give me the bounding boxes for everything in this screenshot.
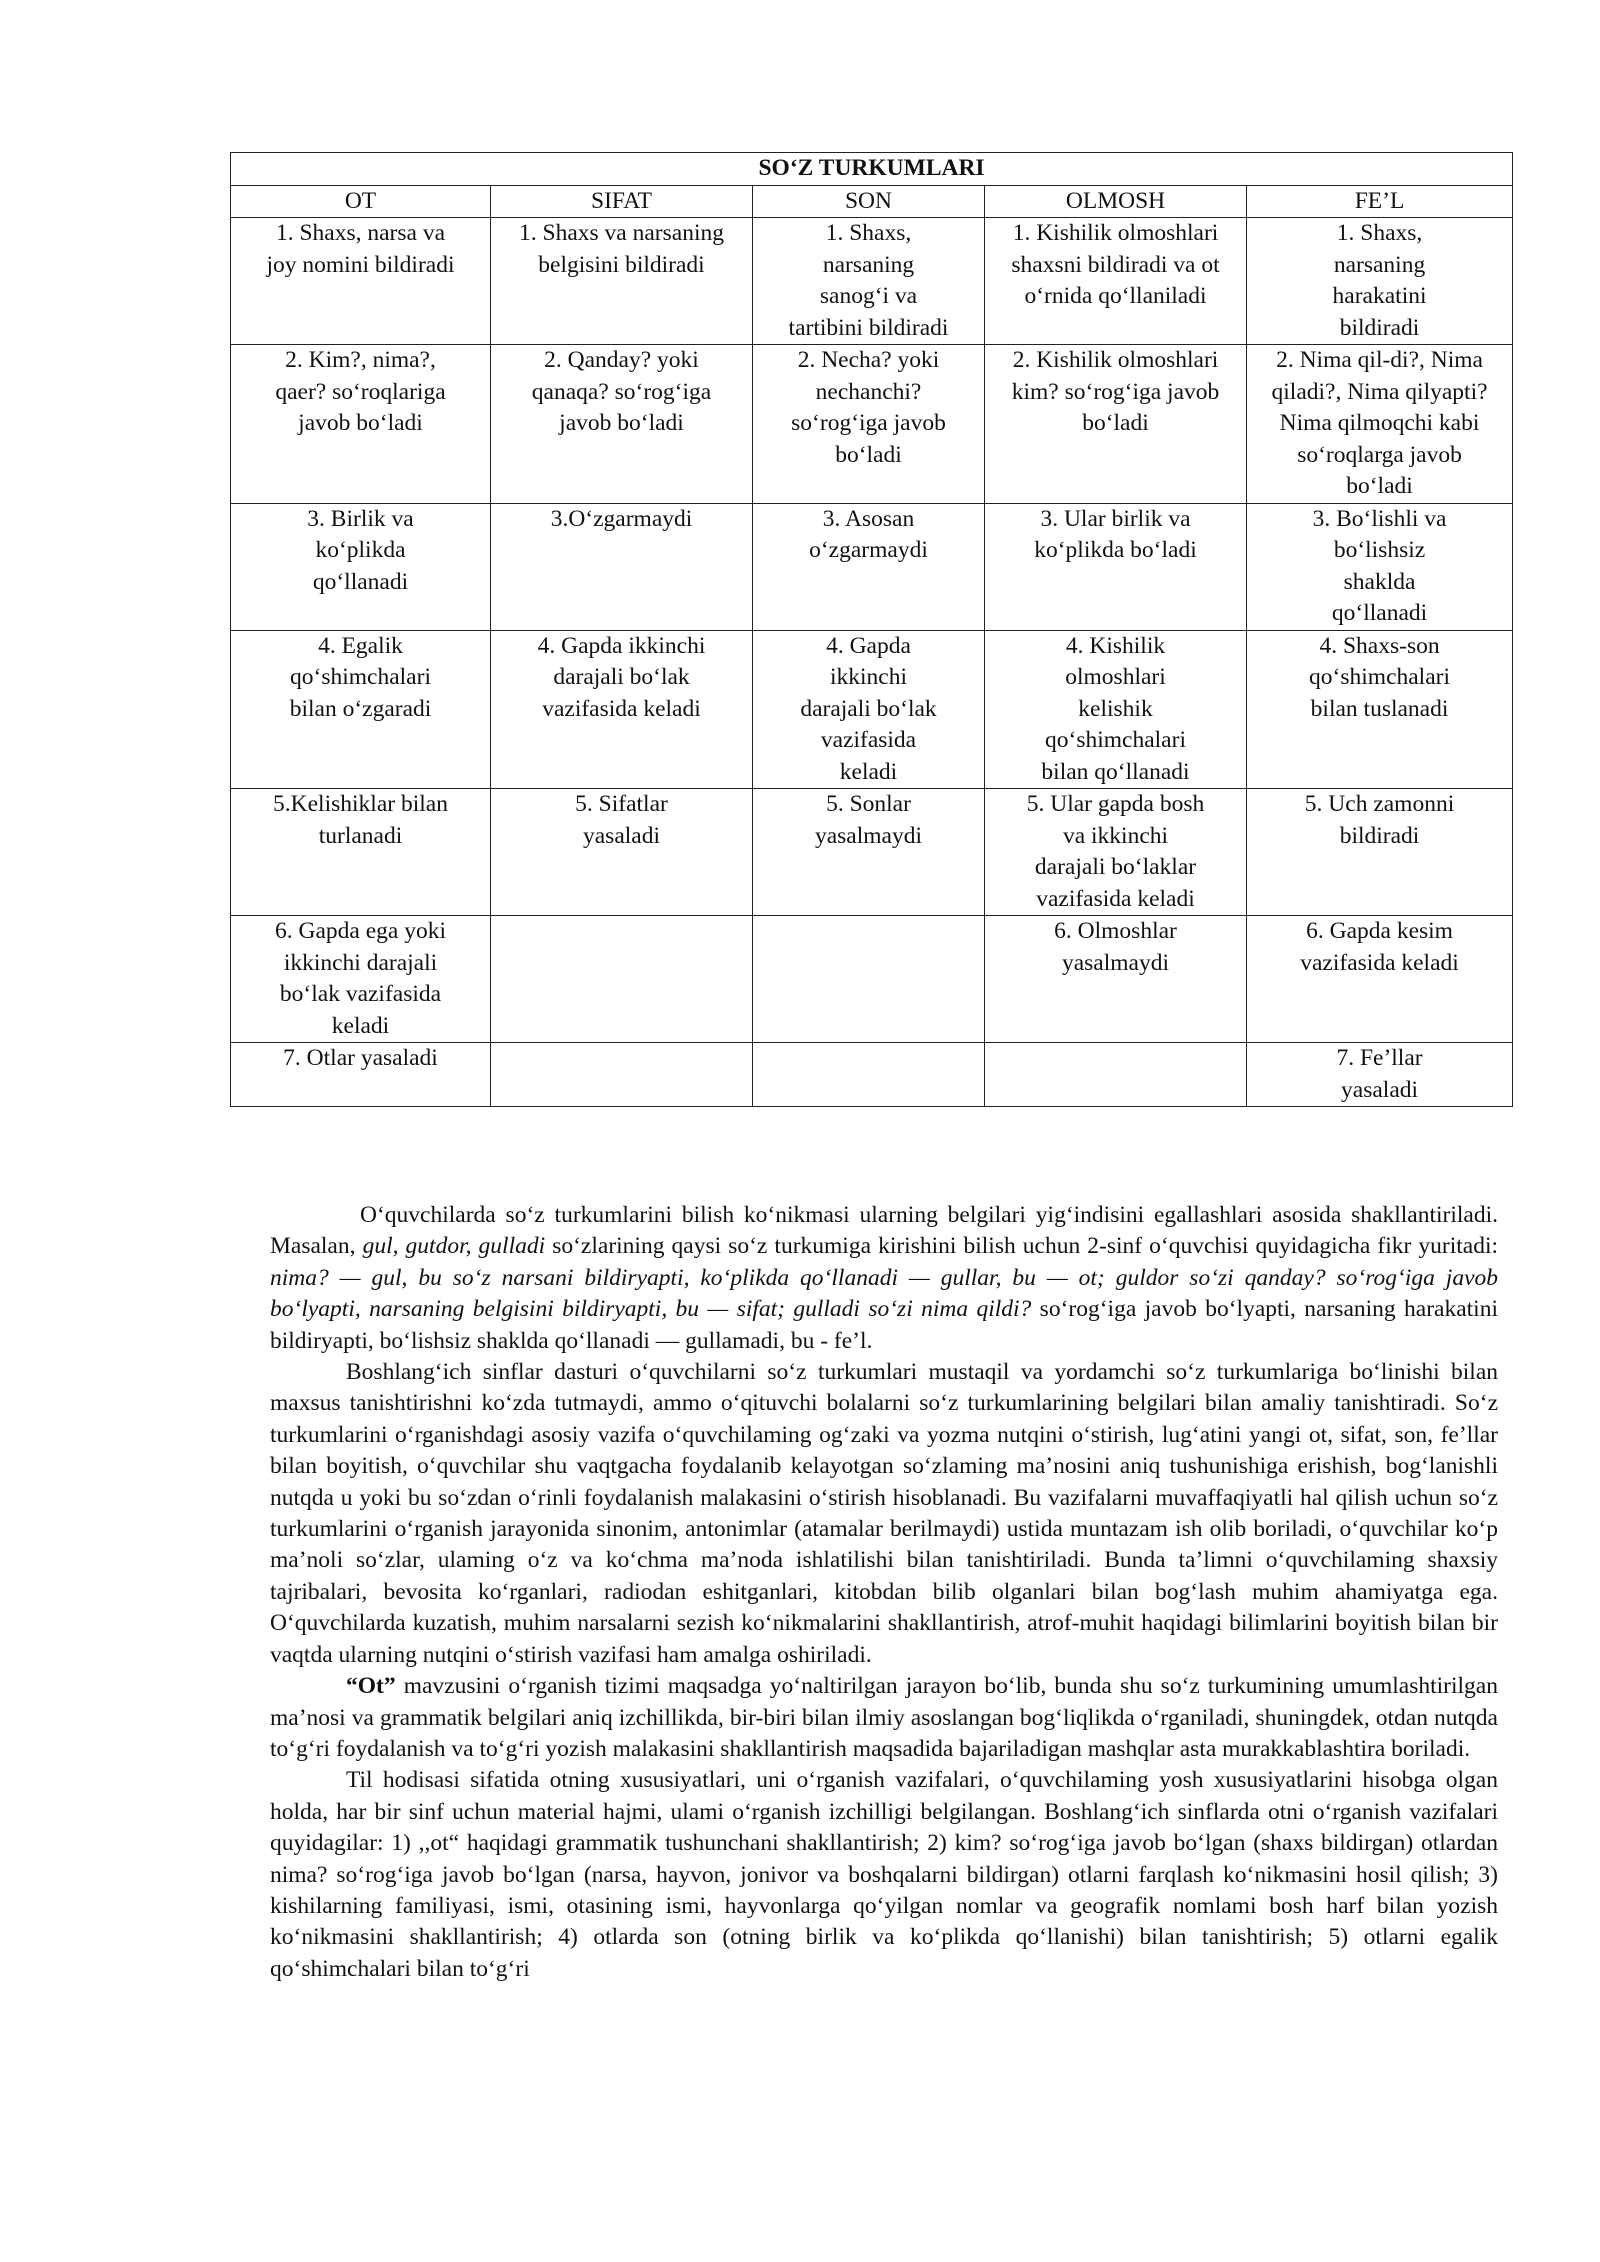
table-row xyxy=(231,916,1513,1043)
paragraph: Boshlang‘ich sinflar dasturi o‘quvchilarni so‘z turkumlari mustaqil va yordamchi so‘z turkumlariga bo‘linishi bilan maxsus tanishtirishni ko‘zda tutmaydi, ammo o‘qituvchi bolalarni so‘z turkumlarining belgilari bilan amaliy tanishtiradi. So‘z turkumlarini o‘rganishdagi asosiy vazifa o‘quvchilaming og‘zaki va yozma nutqini o‘stirish, lug‘atini yangi ot, sifat, son, fe’llar bilan boyitish, o‘quvchilar shu vaqtgacha foydalanib kelayotgan so‘zlaming ma’nosini aniq tushunishiga erishish, bog‘lanishli nutqda u yoki bu so‘zdan o‘rinli foydalanish malakasini o‘stirish hisoblanadi. Bu vazifalarni muvaffaqiyatli hal qilish uchun so‘z turkumlarini o‘rganish jarayonida sinonim, antonimlar (atamalar berilmaydi) ustida muntazam ish olib boriladi, o‘quvchilar ko‘p ma’noli so‘zlar, ulaming o‘z va ko‘chma ma’noda ishlatilishi bilan tanishtiriladi. Bunda ta’limni o‘quvchilaming shaxsiy tajribalari, bevosita ko‘rganlari, radiodan eshitganlari, kitobdan bilib olganlari bilan bog‘lash muhim ahamiyatga ega. O‘quvchilarda kuzatish, muhim narsalarni sezish ko‘nikmalarini shakllantirish, atrof-muhit haqidagi bilimlarini boyitish bilan bir vaqtda ularning nutqini o‘stirish vazifasi ham amalga oshiriladi. xyxy=(270,1359,1498,1668)
table-header-row xyxy=(231,185,1513,218)
table-cell-empty xyxy=(753,1043,985,1107)
table-cell-empty xyxy=(491,916,753,1043)
table-cell: 6. Gapda ega yoki ikkinchi darajali bo‘lak vazifasida keladi xyxy=(231,916,491,1043)
table-cell: 5.Kelishiklar bilan turlanadi xyxy=(231,789,491,916)
table-row xyxy=(231,345,1513,504)
table-row xyxy=(231,789,1513,916)
paragraph-text: so‘rog‘iga javob bo‘lyapti, narsaning harakatini bildiryapti, bo‘lishsiz shaklda qo‘llanadi — gullamadi, bu - fe’l. xyxy=(270,1296,1498,1354)
paragraph xyxy=(270,1671,1498,1765)
table-cell: 6. Olmoshlar yasalmaydi xyxy=(985,916,1247,1043)
table-cell: 6. Gapda kesim vazifasida keladi xyxy=(1247,916,1513,1043)
table-cell: 2. Qanday? yoki qanaqa? so‘rog‘iga javob bo‘ladi xyxy=(491,345,753,504)
paragraph-text: mavzusini o‘rganish tizimi maqsadga yo‘naltirilgan jarayon bo‘lib, bunda shu so‘z turkumining umumlashtirilgan ma’nosi va grammatik belgilari aniq izchillikda, bir-biri bilan ilmiy asoslangan bog‘liqlikda o‘rganiladi, shuningdek, otdan nutqda to‘g‘ri foydalanish va to‘g‘ri yozish malakasini shakllantirish maqsadida bajariladigan mashqlar asta murakkablashtira boriladi. xyxy=(270,1673,1498,1762)
body-text xyxy=(270,1200,1498,1985)
table-row xyxy=(231,218,1513,345)
table-cell: 3. Birlik va ko‘plikda qo‘llanadi xyxy=(231,503,491,630)
header-son: SON xyxy=(753,185,985,218)
paragraph: Til hodisasi sifatida otning xususiyatlari, uni o‘rganish vazifalari, o‘quvchilaming yosh xususiyatlarini hisobga olgan holda, har bir sinf uchun material hajmi, ulami o‘rganish izchilligi belgilangan. Boshlang‘ich sinflarda otni o‘rganish vazifalari quyidagilar: 1) ,,ot“ haqidagi grammatik tushunchani shakllantirish; 2) kim? so‘rog‘iga javob bo‘lgan (shaxs bildirgan) otlardan nima? so‘rog‘iga javob bo‘lgan (narsa, hayvon, jonivor va boshqalarni bildirgan) otlarni farqlash ko‘nikmasini hosil qilish; 3) kishilarning familiyasi, ismi, otasining ismi, hayvonlarga qo‘yilgan nomlar va geografik nomlami bosh harf bilan yozish ko‘nikmasini shakllantirish; 4) otlarda son (otning birlik va ko‘plikda qo‘llanishi) bilan tanishtirish; 5) otlarni egalik qo‘shimchalari bilan to‘g‘ri xyxy=(270,1767,1498,1982)
header-ot: OT xyxy=(231,185,491,218)
table-cell: 1. Shaxs, narsaning sanog‘i va tartibini bildiradi xyxy=(753,218,985,345)
table-cell: 2. Necha? yoki nechanchi? so‘rog‘iga javob bo‘ladi xyxy=(753,345,985,504)
header-sifat: SIFAT xyxy=(491,185,753,218)
table-cell: 2. Kim?, nima?, qaer? so‘roqlariga javob bo‘ladi xyxy=(231,345,491,504)
table-row xyxy=(231,503,1513,630)
table-cell: 7. Otlar yasaladi xyxy=(231,1043,491,1107)
table-cell: 2. Nima qil-di?, Nima qiladi?, Nima qilyapti? Nima qilmoqchi kabi so‘roqlarga javob bo‘ladi xyxy=(1247,345,1513,504)
table-cell: 3. Ular birlik va ko‘plikda bo‘ladi xyxy=(985,503,1247,630)
table-cell: 3.O‘zgarmaydi xyxy=(491,503,753,630)
table-cell: 3. Asosan o‘zgarmaydi xyxy=(753,503,985,630)
table-cell: 5. Sifatlar yasaladi xyxy=(491,789,753,916)
table-cell: 4. Shaxs-son qo‘shimchalari bilan tuslanadi xyxy=(1247,630,1513,789)
table-cell: 4. Gapda ikkinchi darajali bo‘lak vazifasida keladi xyxy=(491,630,753,789)
topic-term: “Ot” xyxy=(346,1673,396,1700)
example-words: gul, gutdor, gulladi xyxy=(362,1233,546,1260)
paragraph-text: so‘zlarining qaysi so‘z turkumiga kirishini bilish uchun 2-sinf o‘quvchisi quyidagicha fikr yuritadi: xyxy=(545,1233,1498,1260)
table-cell: 4. Gapda ikkinchi darajali bo‘lak vazifasida keladi xyxy=(753,630,985,789)
table-cell-empty xyxy=(753,916,985,1043)
table-title: SO‘Z TURKUMLARI xyxy=(231,153,1513,186)
table-cell: 2. Kishilik olmoshlari kim? so‘rog‘iga javob bo‘ladi xyxy=(985,345,1247,504)
table-cell: 1. Shaxs, narsaning harakatini bildiradi xyxy=(1247,218,1513,345)
parts-of-speech-table xyxy=(230,152,1513,1107)
paragraph-text: O‘quvchilarda so‘z turkumlarini bilish ko‘nikmasi ularning belgilari yig‘indisini egallashlari asosida shakllantiriladi. Masalan, xyxy=(270,1202,1498,1260)
header-olmosh: OLMOSH xyxy=(985,185,1247,218)
table-cell: 4. Kishilik olmoshlari kelishik qo‘shimchalari bilan qo‘llanadi xyxy=(985,630,1247,789)
header-fel: FE’L xyxy=(1247,185,1513,218)
table-row xyxy=(231,630,1513,789)
table-cell-empty xyxy=(985,1043,1247,1107)
table-cell: 7. Fe’llar yasaladi xyxy=(1247,1043,1513,1107)
table-cell-empty xyxy=(491,1043,753,1107)
table-cell: 3. Bo‘lishli va bo‘lishsiz shaklda qo‘llanadi xyxy=(1247,503,1513,630)
table-row xyxy=(231,1043,1513,1107)
table-cell: 1. Shaxs va narsaning belgisini bildiradi xyxy=(491,218,753,345)
table-cell: 5. Ular gapda bosh va ikkinchi darajali bo‘laklar vazifasida keladi xyxy=(985,789,1247,916)
paragraph xyxy=(270,1200,1498,1357)
table-cell: 1. Shaxs, narsa va joy nomini bildiradi xyxy=(231,218,491,345)
table-cell: 5. Uch zamonni bildiradi xyxy=(1247,789,1513,916)
table-cell: 1. Kishilik olmoshlari shaxsni bildiradi va ot o‘rnida qo‘llaniladi xyxy=(985,218,1247,345)
table-cell: 4. Egalik qo‘shimchalari bilan o‘zgaradi xyxy=(231,630,491,789)
table-cell: 5. Sonlar yasalmaydi xyxy=(753,789,985,916)
example-reasoning: nima? — gul, bu so‘z narsani bildiryapti, ko‘plikda qo‘llanadi — gullar, bu — ot; guldor so‘zi qanday? so‘rog‘iga javob bo‘lyapti, narsaning belgisini bildiryapti, bu — sifat; gulladi so‘zi nima qildi? xyxy=(270,1264,1498,1323)
